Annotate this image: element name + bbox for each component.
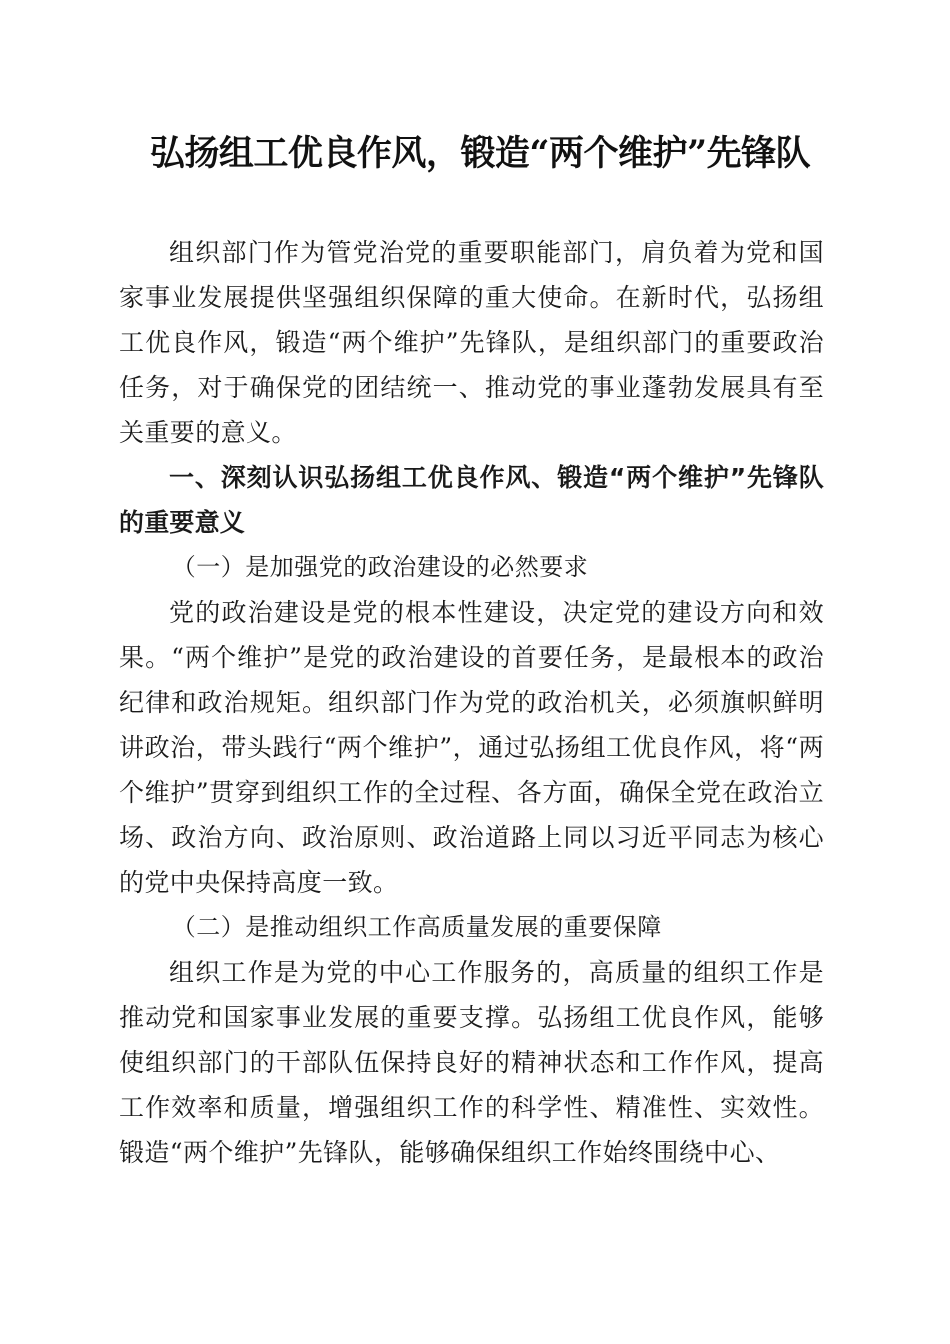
- section-1-heading: 一、深刻认识弘扬组工优良作风、锻造“两个维护”先锋队的重要意义: [119, 463, 824, 537]
- intro-paragraph: 组织部门作为管党治党的重要职能部门，肩负着为党和国家事业发展提供坚强组织保障的重大使命。在新时代，弘扬组工优良作风，锻造“两个维护”先锋队，是组织部门的重要政治任务，对于确保党的团结统一、推动党的事业蓬勃发展具有至关重要的意义。: [119, 238, 824, 447]
- subsection-1-heading: （一）是加强党的政治建设的必然要求: [171, 553, 589, 581]
- subsection-2-paragraph: 组织工作是为党的中心工作服务的，高质量的组织工作是推动党和国家事业发展的重要支撑。弘扬组工优良作风，能够使组织部门的干部队伍保持良好的精神状态和工作作风，提高工作效率和质量，增强组织工作的科学性、精准性、实效性。锻造“两个维护”先锋队，能够确保组织工作始终围绕中心、: [119, 958, 824, 1167]
- subsection-1-paragraph: 党的政治建设是党的根本性建设，决定党的建设方向和效果。“两个维护”是党的政治建设的首要任务，是最根本的政治纪律和政治规矩。组织部门作为党的政治机关，必须旗帜鲜明讲政治，带头践行“两个维护”，通过弘扬组工优良作风，将“两个维护”贯穿到组织工作的全过程、各方面，确保全党在政治立场、政治方向、政治原则、政治道路上同以习近平同志为核心的党中央保持高度一致。: [119, 598, 824, 897]
- document-body: [119, 230, 824, 1175]
- subsection-2-heading: （二）是推动组织工作高质量发展的重要保障: [171, 913, 662, 941]
- document-title: 弘扬组工优良作风，锻造“两个维护”先锋队: [149, 133, 811, 174]
